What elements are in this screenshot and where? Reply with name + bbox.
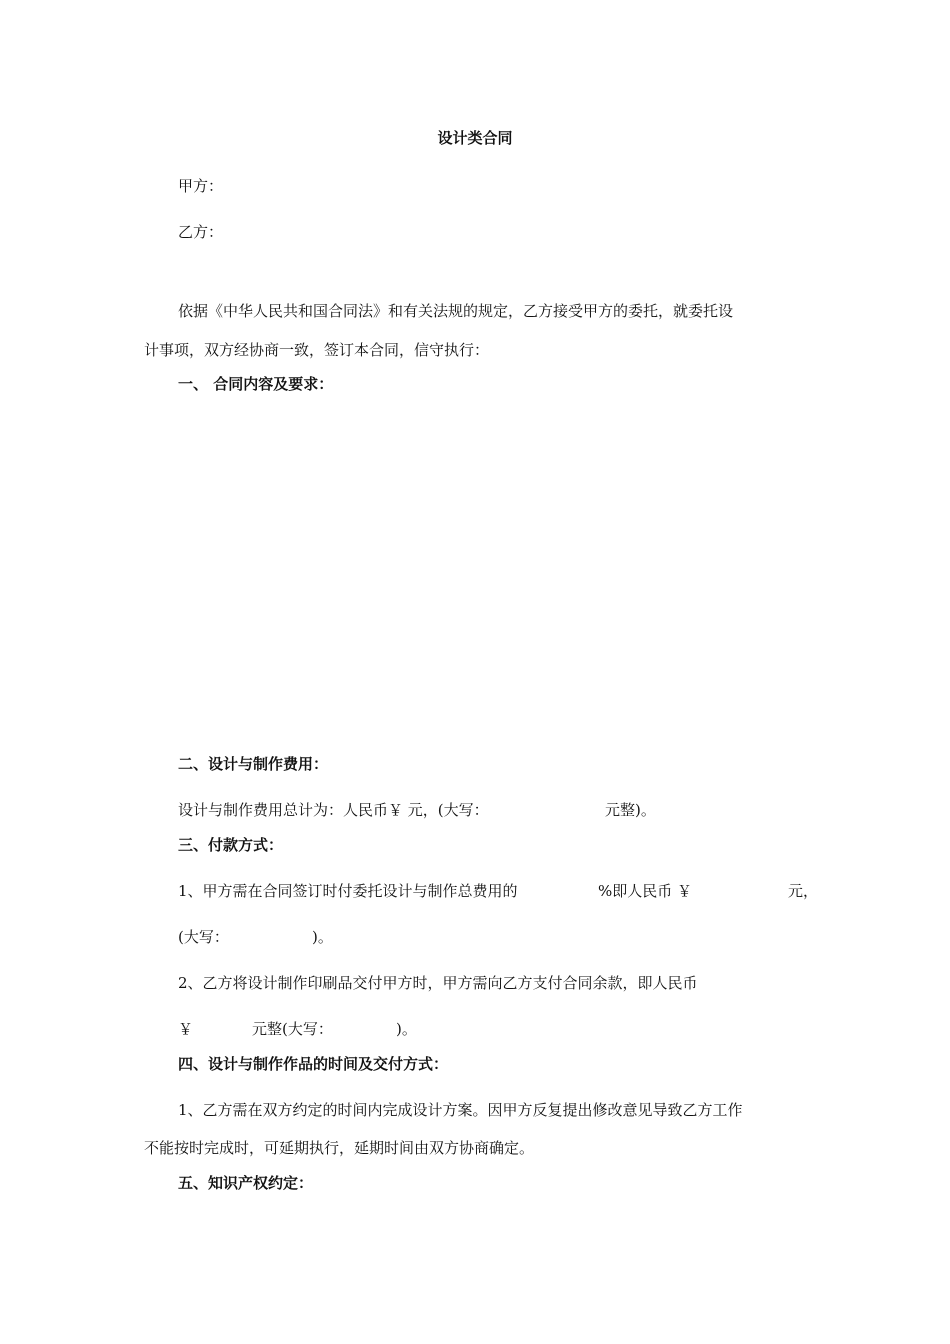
party-a-label: 甲方：	[178, 177, 224, 195]
delivery-item-1-line-2: 不能按时完成时，可延期执行，延期时间由双方协商确定。	[144, 1139, 535, 1157]
document-title: 设计类合同	[437, 129, 513, 147]
section-3-heading: 三、付款方式：	[178, 836, 284, 854]
intro-line-1: 依据《中华人民共和国合同法》和有关法规的规定，乙方接受甲方的委托，就委托设	[178, 302, 734, 320]
delivery-item-1-line-1: 1、乙方需在双方约定的时间内完成设计方案。因甲方反复提出修改意见导致乙方工作	[178, 1101, 743, 1119]
payment-item-2-yen: ￥	[178, 1020, 194, 1038]
payment-item-1-percent: %即人民币 ￥	[598, 882, 693, 900]
fee-total-text: 设计与制作费用总计为：人民币￥ 元，(大写：	[178, 801, 489, 819]
intro-line-2: 计事项，双方经协商一致，签订本合同，信守执行：	[144, 341, 490, 359]
payment-item-1-unit: 元，	[788, 882, 819, 900]
payment-item-1-capital-close: )。	[312, 928, 333, 946]
section-5-heading: 五、知识产权约定：	[178, 1174, 314, 1192]
payment-item-1-text: 1、甲方需在合同签订时付委托设计与制作总费用的	[178, 882, 518, 900]
section-2-heading: 二、设计与制作费用：	[178, 755, 329, 773]
section-4-heading: 四、设计与制作作品的时间及交付方式：	[178, 1055, 449, 1073]
payment-item-2-capital: 元整(大写：	[252, 1020, 333, 1038]
payment-item-2-close: )。	[396, 1020, 417, 1038]
party-b-label: 乙方：	[178, 223, 224, 241]
section-1-heading: 一、 合同内容及要求：	[178, 375, 334, 393]
payment-item-1-capital-open: (大写：	[178, 928, 229, 946]
payment-item-2-text: 2、乙方将设计制作印刷品交付甲方时，甲方需向乙方支付合同余款，即人民币	[178, 974, 698, 992]
fee-total-suffix: 元整)。	[605, 801, 656, 819]
